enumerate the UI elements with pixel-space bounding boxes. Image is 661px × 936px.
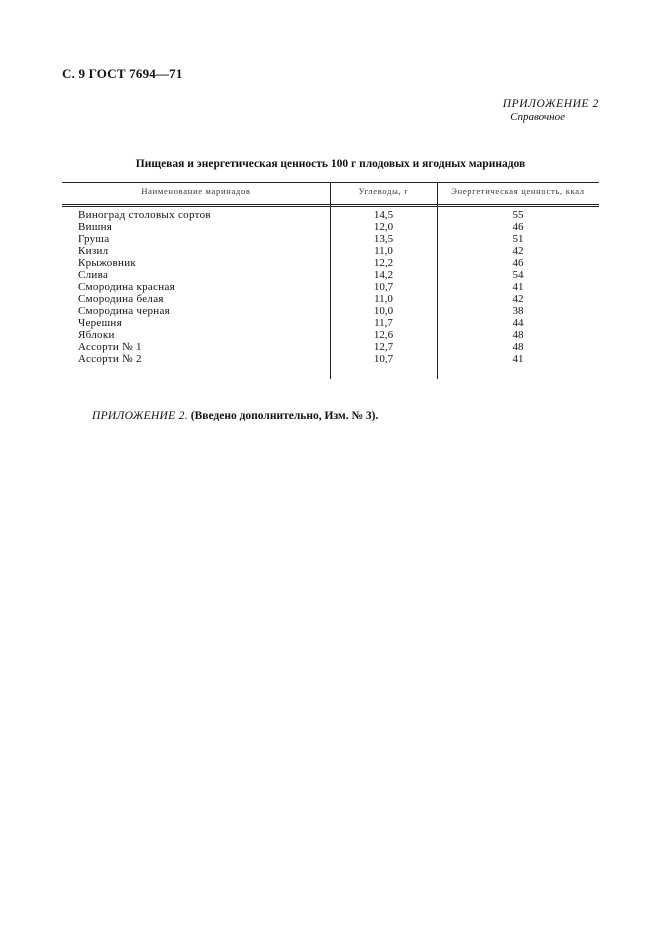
row-carbs: 13,5 bbox=[373, 233, 394, 245]
table-title: Пищевая и энергетическая ценность 100 г плодовых и ягодных маринадов bbox=[135, 158, 526, 170]
row-energy: 42 bbox=[512, 293, 524, 305]
row-carbs: 12,7 bbox=[373, 341, 394, 353]
row-name: Груша bbox=[78, 233, 110, 245]
row-name: Ассорти № 2 bbox=[78, 353, 142, 365]
row-carbs: 14,2 bbox=[373, 269, 394, 281]
row-carbs: 12,6 bbox=[373, 329, 394, 341]
row-energy: 48 bbox=[512, 341, 524, 353]
column-header-name: Наименование маринадов bbox=[141, 186, 251, 196]
table-row bbox=[62, 233, 599, 245]
row-name: Смородина черная bbox=[78, 305, 171, 317]
row-energy: 46 bbox=[512, 257, 524, 269]
row-energy: 54 bbox=[512, 269, 524, 281]
column-header-energy: Энергетическая ценность, ккал bbox=[451, 186, 585, 196]
row-carbs: 10,7 bbox=[373, 281, 394, 293]
row-energy: 44 bbox=[512, 317, 524, 329]
row-name: Черешня bbox=[78, 317, 122, 329]
row-carbs: 14,5 bbox=[373, 209, 394, 221]
appendix-subtitle: Справочное bbox=[510, 111, 565, 123]
nutrition-table bbox=[62, 182, 599, 379]
page-header: С. 9 ГОСТ 7694—71 bbox=[62, 66, 183, 81]
table-row bbox=[62, 341, 599, 353]
row-name: Виноград столовых сортов bbox=[78, 209, 211, 221]
row-energy: 55 bbox=[512, 209, 524, 221]
note-text: (Введено дополнительно, Изм. № 3). bbox=[190, 410, 379, 422]
row-name: Слива bbox=[78, 269, 109, 281]
row-carbs: 12,2 bbox=[373, 257, 394, 269]
table-row bbox=[62, 245, 599, 257]
table-row bbox=[62, 257, 599, 269]
row-carbs: 10,0 bbox=[373, 305, 394, 317]
column-header-carbs: Углеводы, г bbox=[358, 186, 409, 196]
table-body bbox=[62, 209, 599, 365]
table-row bbox=[62, 281, 599, 293]
row-name: Кизил bbox=[78, 245, 109, 257]
row-carbs: 11,0 bbox=[374, 245, 393, 257]
row-name: Яблоки bbox=[78, 329, 115, 341]
row-energy: 48 bbox=[512, 329, 524, 341]
table-row bbox=[62, 305, 599, 317]
note-label: ПРИЛОЖЕНИЕ 2. bbox=[92, 410, 188, 422]
row-energy: 38 bbox=[512, 305, 524, 317]
appendix-title: ПРИЛОЖЕНИЕ 2 bbox=[502, 98, 599, 110]
row-energy: 42 bbox=[512, 245, 524, 257]
row-energy: 41 bbox=[512, 353, 524, 365]
table-row bbox=[62, 269, 599, 281]
row-carbs: 11,0 bbox=[374, 293, 393, 305]
table-row bbox=[62, 329, 599, 341]
row-name: Крыжовник bbox=[78, 257, 137, 269]
row-energy: 51 bbox=[512, 233, 524, 245]
table-row bbox=[62, 221, 599, 233]
table-row bbox=[62, 353, 599, 365]
row-name: Вишня bbox=[78, 221, 113, 233]
table-row bbox=[62, 293, 599, 305]
table-row bbox=[62, 209, 599, 221]
table-row bbox=[62, 317, 599, 329]
row-name: Ассорти № 1 bbox=[78, 341, 142, 353]
row-energy: 41 bbox=[512, 281, 524, 293]
row-carbs: 11,7 bbox=[374, 317, 393, 329]
row-carbs: 12,0 bbox=[373, 221, 394, 233]
row-name: Смородина красная bbox=[78, 281, 176, 293]
amendment-note bbox=[92, 410, 378, 422]
row-name: Смородина белая bbox=[78, 293, 164, 305]
row-energy: 46 bbox=[512, 221, 524, 233]
row-carbs: 10,7 bbox=[373, 353, 394, 365]
